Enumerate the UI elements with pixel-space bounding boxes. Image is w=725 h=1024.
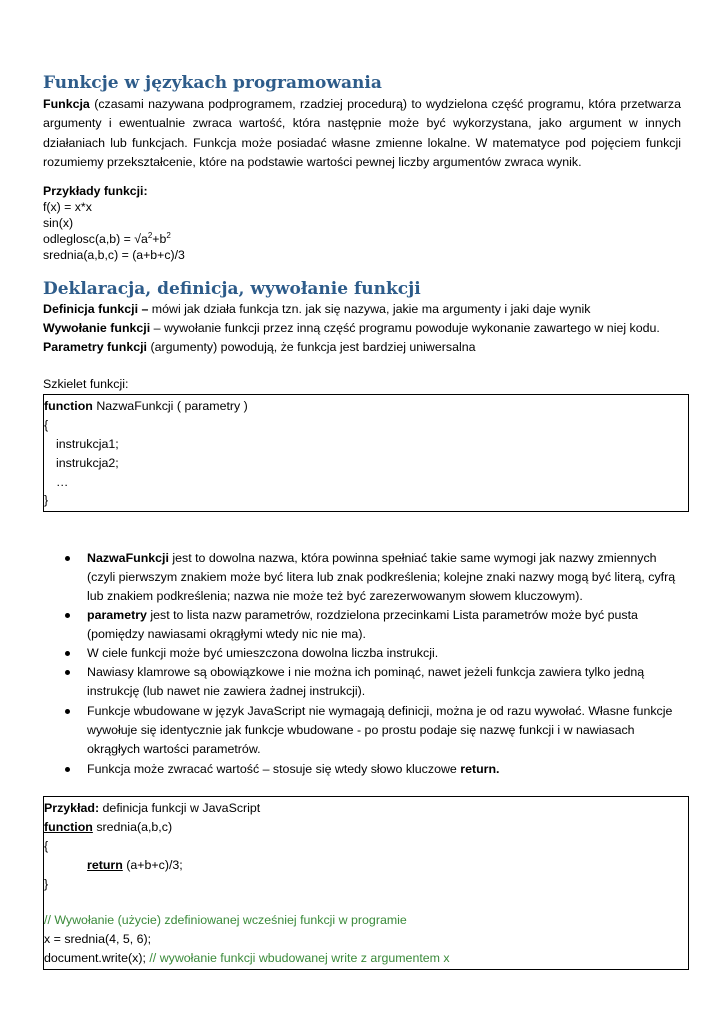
example-f1: f(x) = x*x (43, 200, 92, 214)
example-sig: srednia(a,b,c) (92, 820, 173, 834)
skeleton-sig: NazwaFunkcji ( parametry ) (92, 399, 248, 413)
example-return-line (87, 856, 183, 874)
example-code-box (43, 796, 689, 970)
list-item-text: Funkcje wbudowane w język JavaScript nie wymagają definicji, można je od razu wywołać. Własne funkcje wywołuje się identycznie jak funkcje wbudowane - po prostu podaje się nazwę funkcji i w nawiasach okrągłych wartości parametrów. (87, 704, 673, 756)
list-item-term: NazwaFunkcji (87, 551, 169, 565)
example-f3-mid: +b (152, 232, 167, 246)
example-open-brace: { (44, 839, 49, 853)
example-signature (44, 818, 172, 836)
example-close-brace: } (44, 877, 49, 891)
definition-line (43, 301, 590, 317)
section-title-functions: Funkcje w językach programowania (43, 73, 382, 93)
example-f4: srednia(a,b,c) = (a+b+c)/3 (43, 248, 185, 262)
example-f3-sup1: 2 (147, 230, 153, 240)
bullet-icon (65, 613, 70, 618)
list-item-text: Nawiasy klamrowe są obowiązkowe i nie można ich pominąć, nawet jeżeli funkcja zawiera tylko jedną instrukcję (lub nawet nie zawiera żadnej instrukcji). (87, 665, 645, 698)
list-item-text: W ciele funkcji może być umieszczona dowolna liczba instrukcji. (87, 646, 439, 660)
intro-text: (czasami nazywana podprogramem, rzadziej procedurą) to wydzielona część programu, która przetwarza argumenty i ewentualnie zwraca wartość, która następnie może być wykorzystana, jako argument w innych działaniach lub funkcjach. Funkcja może posiadać własne zmienne lokalne. W matematyce pod pojęciem funkcji rozumiemy przekształcenie, które na podstawie wartości pewnej liczby argumentów zwraca wynik. (43, 97, 681, 169)
example-label-line (44, 799, 260, 817)
call-term: Wywołanie funkcji (43, 321, 151, 335)
example-call-line: x = srednia(4, 5, 6); (44, 932, 152, 946)
example-comment-1: // Wywołanie (użycie) zdefiniowanej wcześniej funkcji w programie (44, 913, 407, 927)
list-item-keyword: return. (460, 762, 500, 776)
params-term: Parametry funkcji (43, 340, 147, 354)
bullet-icon (65, 767, 70, 772)
skeleton-open-brace: { (44, 418, 49, 432)
example-f2: sin(x) (43, 216, 74, 230)
examples-heading: Przykłady funkcji: (43, 184, 148, 198)
definition-text: mówi jak działa funkcja tzn. jak się nazywa, jakie ma argumenty i jaki daje wynik (148, 302, 591, 316)
bullet-icon (65, 670, 70, 675)
params-text: (argumenty) powodują, że funkcja jest bardziej uniwersalna (147, 340, 476, 354)
example-return-keyword: return (87, 858, 123, 872)
example-f3-sup2: 2 (166, 230, 171, 240)
skeleton-instr1: instrukcja1; (56, 437, 119, 451)
skeleton-keyword: function (44, 399, 93, 413)
list-item-body: Funkcja może zwracać wartość – stosuje się wtedy słowo kluczowe (87, 762, 461, 776)
example-comment-2: // wywołanie funkcji wbudowanej write z argumentem x (145, 951, 450, 965)
list-item-text (87, 606, 683, 644)
list-item-body: jest to lista nazw parametrów, rozdzielona przecinkami Lista parametrów może być pusta (pomiędzy nawiasami okrągłymi wtedy nic nie ma). (87, 608, 638, 641)
intro-paragraph (43, 95, 681, 172)
skeleton-close-brace: } (44, 493, 49, 507)
bullet-icon (65, 651, 70, 656)
definition-term: Definicja funkcji – (43, 302, 149, 316)
example-write-line (44, 949, 450, 967)
example-f3 (43, 231, 171, 247)
params-line (43, 339, 476, 355)
skeleton-instr2: instrukcja2; (56, 456, 119, 470)
example-label: Przykład: (44, 801, 100, 815)
example-label-rest: definicja funkcji w JavaScript (99, 801, 261, 815)
call-text: – wywołanie funkcji przez inną część programu powoduje wykonanie zawartego w niej kodu. (150, 321, 660, 335)
example-function-keyword: function (44, 820, 93, 834)
example-write: document.write(x); (44, 951, 146, 965)
skeleton-code-box (43, 394, 689, 512)
list-item-text (87, 760, 683, 779)
example-f3-prefix: odleglosc(a,b) = √a (43, 232, 148, 246)
bullet-icon (65, 556, 70, 561)
list-item-text (87, 549, 683, 606)
skeleton-ellipsis: … (56, 475, 69, 489)
list-item-body: jest to dowolna nazwa, która powinna spełniać takie same wymogi jak nazwy zmiennych (czyli pierwszym znakiem może być litera lub znak podkreślenia; kolejne znaki nazwy mogą być literą, cyfrą lub znakiem podkreślenia; nazwa nie może też być zarezerwowanym słowem kluczowym). (87, 551, 676, 603)
example-return-expr: (a+b+c)/3; (122, 858, 183, 872)
skeleton-label: Szkielet funkcji: (43, 377, 129, 391)
section-title-declaration: Deklaracja, definicja, wywołanie funkcji (43, 279, 421, 299)
bullet-icon (65, 709, 70, 714)
intro-term: Funkcja (43, 97, 90, 111)
skeleton-signature (44, 397, 248, 415)
list-item-term: parametry (87, 608, 147, 622)
call-line (43, 320, 660, 336)
